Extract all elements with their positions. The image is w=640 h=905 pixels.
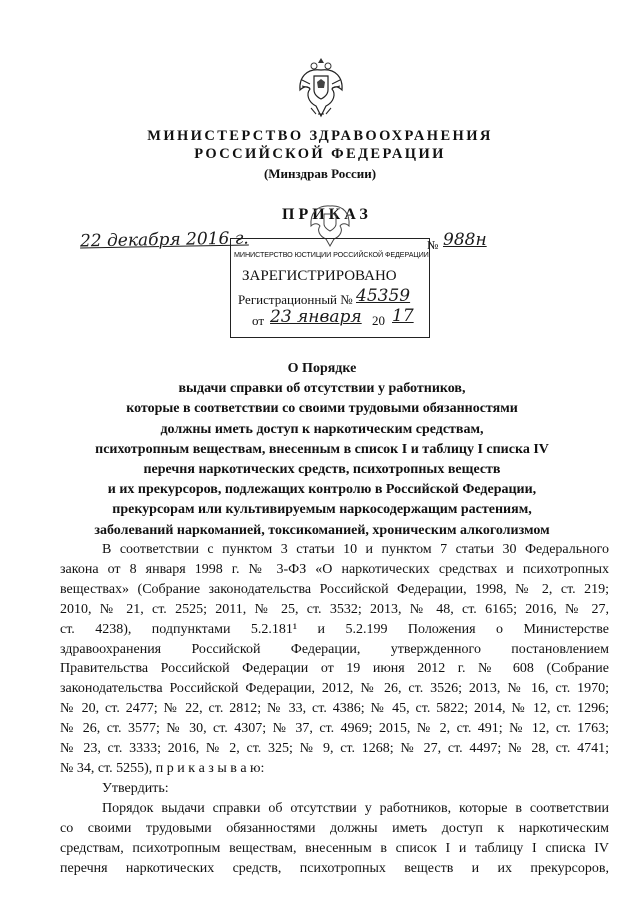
body-line: здравоохранения Российской Федерации, утвержденного постановлением	[60, 641, 609, 657]
order-date-handwritten: 22 декабря 2016 г.	[79, 228, 249, 252]
stamp-regnum-handwritten: 45359	[356, 286, 411, 306]
order-title: ПРИКАЗ	[282, 206, 372, 223]
title-line: О Порядке	[287, 361, 357, 376]
body-line: № 20, ст. 2477; № 22, ст. 2812; № 33, ст. 4386; № 45, ст. 5822; 2014, № 12, ст. 1296;	[60, 701, 609, 717]
body-line: ст. 4238), подпунктами 5.2.181¹ и 5.2.199 Положения о Министерстве	[60, 621, 609, 637]
body-line: Порядок выдачи справки об отсутствии у работников, которые в соответствии	[102, 800, 609, 816]
body-line: веществах» (Собрание законодательства Российской Федерации, 1998, № 2, ст. 219;	[60, 581, 609, 597]
order-number-label: №	[427, 238, 439, 252]
stamp-regnum-label: Регистрационный №	[238, 292, 353, 307]
ministry-short-name: (Минздрав России)	[263, 166, 377, 181]
title-line: которые в соответствии со своими трудовыми обязанностями	[126, 401, 518, 417]
body-line: законодательства Российской Федерации, 2012, № 26, ст. 3526; 2013, № 16, ст. 1970;	[60, 681, 609, 697]
title-line: психотропным веществам, внесенным в список I и таблицу I списка IV	[95, 441, 549, 457]
body-line: средствам, психотропным веществам, внесенным в список I и таблицу I списка IV	[60, 840, 609, 856]
body-line: Правительства Российской Федерации от 19 июня 2012 г. № 608 (Собрание	[60, 661, 609, 677]
stamp-year-prefix: 20	[372, 313, 385, 328]
ministry-name-line2: РОССИЙСКОЙ ФЕДЕРАЦИИ	[194, 146, 446, 162]
stamp-year-handwritten: 17	[392, 306, 414, 326]
body-line: закона от 8 января 1998 г. № 3-ФЗ «О наркотических средствах и психотропных	[60, 561, 609, 577]
body-line: 2010, № 21, ст. 2525; 2011, № 25, ст. 3532; 2013, № 48, ст. 6165; 2016, № 27,	[60, 601, 609, 617]
body-line: В соответствии с пунктом 3 статьи 10 и пунктом 7 статьи 30 Федерального	[102, 542, 609, 557]
title-line: выдачи справки об отсутствии у работников,	[178, 381, 466, 397]
order-body-text	[60, 540, 609, 878]
body-line: перечня наркотических средств, психотропных веществ и их прекурсоров,	[60, 860, 609, 876]
body-line: Утвердить:	[102, 780, 169, 796]
stamp-registered-label: ЗАРЕГИСТРИРОВАНО	[242, 268, 397, 284]
body-line: № 34, ст. 5255), п р и к а з ы в а ю:	[60, 760, 265, 776]
stamp-from-label: от	[252, 313, 265, 328]
stamp-date-handwritten: 23 января	[270, 307, 362, 327]
title-line: должны иметь доступ к наркотическим средствам,	[160, 421, 484, 437]
body-line: № 26, ст. 3577; № 30, ст. 4307; № 37, ст. 4969; 2015, № 2, ст. 491; № 12, ст. 1763;	[60, 721, 609, 737]
title-line: прекурсорам или культивируемым наркосодержащим растениям,	[112, 502, 532, 518]
body-line: № 23, ст. 3333; 2016, № 2, ст. 325; № 9, ст. 1268; № 27, ст. 4497; № 28, ст. 4741;	[60, 741, 609, 757]
title-line: и их прекурсоров, подлежащих контролю в Российской Федерации,	[107, 482, 537, 498]
ministry-name-line1: МИНИСТЕРСТВО ЗДРАВООХРАНЕНИЯ	[147, 128, 493, 144]
coat-of-arms-emblem	[296, 56, 346, 120]
title-line: перечня наркотических средств, психотропных веществ	[143, 462, 501, 478]
order-subject-title	[40, 359, 604, 541]
title-line: заболеваний наркоманией, токсикоманией, хроническим алкоголизмом	[94, 522, 550, 538]
stamp-ministry-name: МИНИСТЕРСТВО ЮСТИЦИИ РОССИЙСКОЙ ФЕДЕРАЦИИ	[234, 250, 429, 259]
order-number-handwritten: 988н	[443, 230, 487, 250]
body-line: со своими трудовыми обязанностями должны иметь доступ к наркотическим	[60, 820, 609, 836]
